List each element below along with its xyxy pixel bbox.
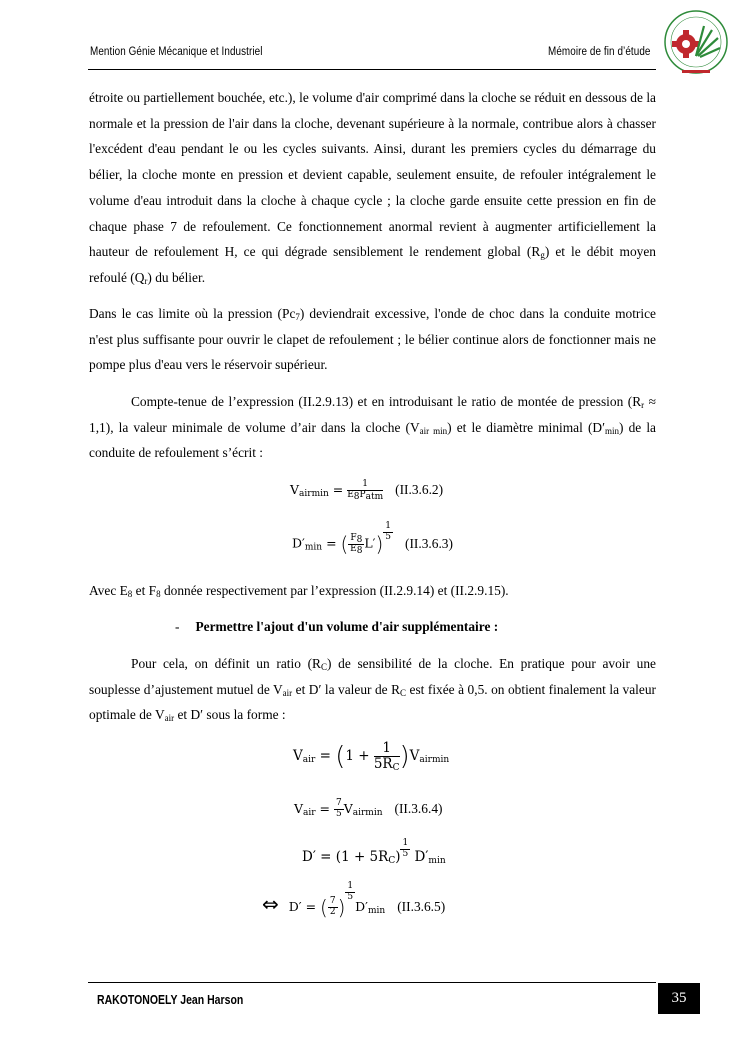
p1-text-b: ) et le débit moyen refoulé (Q: [89, 244, 656, 285]
p2-text-b: ) deviendrait excessive, l'onde de choc dans la conduite motrice n'est plus suffisante pour ouvrir le clapet de refoulement ; le bélier continue alors de fonctionner mais ne pompe plus d'eau vers le réservoir supérieur.: [89, 306, 656, 373]
school-logo-icon: [660, 8, 732, 80]
bullet-dash: -: [175, 619, 180, 634]
equation-ii-3-6-5: ⇔ D′ = ( $\frac{7}{2}$ ) $\frac{1}{5}$ $D'_{min}$ (II.3.6.5): [262, 881, 446, 920]
paragraph-4: Avec $E_8$ et $F_8$ donnée respectivement par l’expression (II.2.9.14) et (II.2.9.15).: [89, 583, 509, 599]
paragraph-1: [89, 85, 656, 291]
paragraph-5: Pour cela, on définit un ratio $(R_C)$ de sensibilité de la cloche. En pratique pour avoir une souplesse d’ajustement mutuel de $V_{air}$ et D′ la valeur de $R_C$ est fixée à 0,5. on obtient finalement la valeur optimale de $V_{air}$ et D′ sous la forme :: [89, 656, 656, 724]
p3-text-c: ) et le diamètre minimal (D′: [447, 419, 606, 435]
p3-text-b: ≈ 1,1), la valeur minimale de volume d’air dans la cloche (V: [89, 394, 656, 435]
p3-sub-min: min: [605, 425, 620, 436]
p3-sub-air: air min: [419, 425, 448, 436]
footer-author: RAKOTONOELY Jean Harson: [97, 993, 244, 1007]
paragraph-2: [89, 301, 656, 378]
equation-tag: (II.3.6.2): [395, 481, 444, 497]
p1-sub-g: g: [540, 250, 545, 261]
p3-text-d: ) de la conduite de refoulement s’écrit :: [89, 419, 657, 461]
p3-sub-r: r: [641, 400, 645, 410]
p1-sub-r: r: [144, 275, 148, 286]
p3-text-a: Compte-tenue de l’expression (II.2.9.13) et en introduisant le ratio de montée de pression (R: [131, 394, 642, 409]
equation-d-general: $D' = (1 + 5R_C)$ $\frac{1}{5}$ $D'_{min}$: [302, 838, 446, 866]
p1-text-c: ) du bélier.: [147, 269, 206, 285]
equivalence-arrow-icon: ⇔: [262, 892, 279, 916]
equation-tag: (II.3.6.3): [404, 535, 453, 551]
header-rule: [88, 69, 656, 70]
header-right: Mémoire de fin d’étude: [548, 46, 651, 58]
p2-sub: 7: [295, 312, 300, 322]
footer-rule: [88, 982, 656, 983]
p2-text-a: Dans le cas limite où la pression (Pc: [89, 306, 296, 321]
bullet-text: Permettre l'ajout d'un volume d'air supplémentaire :: [195, 619, 499, 634]
equation-tag: (II.3.6.4): [394, 800, 443, 816]
header-left: Mention Génie Mécanique et Industriel: [90, 46, 263, 58]
p1-text-a: étroite ou partiellement bouchée, etc.), le volume d'air comprimé dans la cloche se réduit en dessous de la normale et la pression de l'air dans la cloche, devenant supérieure à la normale, contribue alors à chasser l'excédent d'eau pendant le ou les cycles suivants. Ainsi, durant les premiers cycles du démarrage du bélier, la cloche monte en pression et devient capable, seulement ensuite, de refouler intégralement le volume d'eau introduit dans la cloche à chaque cycle ; la cloche garde ensuite cette pression en fin de chaque phase 7 de refoulement. Ce fonctionnement anormal revient à augmenter artificiellement la hauteur de refoulement H, ce qui dégrade sensiblement le rendement global (R: [89, 90, 656, 260]
bullet-heading: [175, 619, 498, 635]
equation-ii-3-6-2: $V_{airmin}$ = $\frac{1}{E_8P_{atm}}$ (II.3.6.2): [290, 479, 444, 502]
page-number: 35: [658, 983, 700, 1014]
equation-ii-3-6-3: $D'_{min}$ = ( $\frac{F_8}{E_8}$ L′) $\frac{1}{5}$ (II.3.6.3): [292, 521, 453, 556]
paragraph-3: [89, 389, 656, 466]
equation-tag: (II.3.6.5): [397, 899, 446, 914]
fraction: $\frac{1}{E_8P_{atm}}$: [347, 479, 384, 502]
equation-vair-general: $V_{air} = (1$ + $\frac{1}{5R_C}$ )$V_{airmin}$: [293, 740, 450, 773]
equation-ii-3-6-4: $V_{air}$ = $\frac{7}{5}$ $V_{airmin}$ (II.3.6.4): [294, 798, 443, 819]
